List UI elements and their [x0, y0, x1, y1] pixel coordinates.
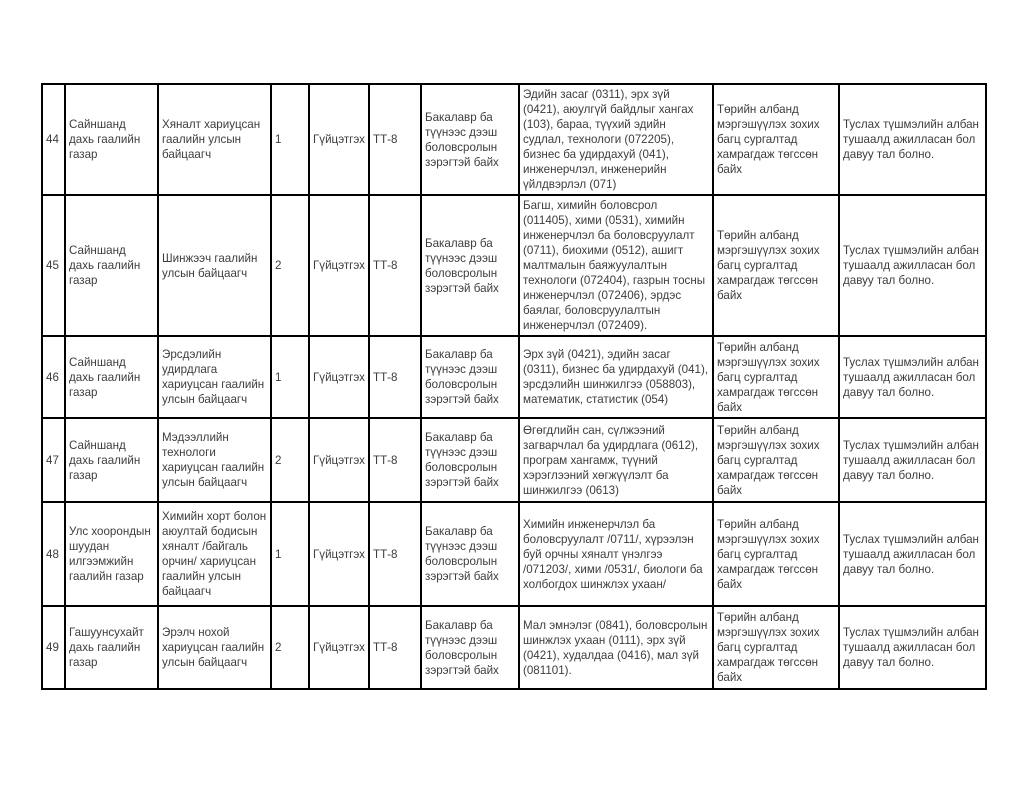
education-cell: Бакалавр ба түүнээс дээш боловсролын зэрэгтэй байх — [421, 195, 519, 336]
specialization-cell: Эдийн засаг (0311), эрх зүй (0421), аюулгүй байдлыг хангах (103), бараа, түүхий эдийн судлал, технологи (072205), бизнес ба удирдахуй (041), инженерчлэл, инженерийн үйлдвэрлэл (071) — [519, 84, 713, 195]
specialization-cell: Багш, химийн боловсрол (011405), хими (0531), химийн инженерчлэл ба боловсруулалт (0711), биохими (0512), ашигт малтмалын баяжуулалтын технологи (072404), газрын тосны инженерчлэл (072406), эрдэс баялаг, боловсруулалтын инженерчлэл (072409). — [519, 195, 713, 336]
table-row — [42, 84, 986, 195]
row-number-cell: 44 — [42, 84, 65, 195]
row-number-cell: 46 — [42, 336, 65, 418]
specialization-cell: Мал эмнэлэг (0841), боловсролын шинжлэх ухаан (0111), эрх зүй (0421), худалдаа (0416), мал зүй (081101). — [519, 606, 713, 689]
classification-cell: ТТ-8 — [369, 502, 421, 606]
table-row — [42, 195, 986, 336]
org-cell: Сайншанд дахь гаалийн газар — [65, 336, 158, 418]
training-cell: Төрийн албанд мэргэшүүлэх зохих багц сургалтад хамрагдаж төгссөн байх — [713, 418, 839, 502]
classification-cell: ТТ-8 — [369, 606, 421, 689]
specialization-cell: Химийн инженерчлэл ба боловсруулалт /0711/, хүрээлэн буй орчны хяналт үнэлгээ /071203/, хими /0531/, биологи ба холбогдох шинжлэх ухаан/ — [519, 502, 713, 606]
education-cell: Бакалавр ба түүнээс дээш боловсролын зэрэгтэй байх — [421, 606, 519, 689]
position-cell: Химийн хорт болон аюултай бодисын хяналт /байгаль орчин/ хариуцсан гаалийн улсын байцаагч — [158, 502, 271, 606]
org-cell: Сайншанд дахь гаалийн газар — [65, 84, 158, 195]
training-cell: Төрийн албанд мэргэшүүлэх зохих багц сургалтад хамрагдаж төгссөн байх — [713, 84, 839, 195]
position-cell: Хяналт хариуцсан гаалийн улсын байцаагч — [158, 84, 271, 195]
classification-cell: ТТ-8 — [369, 84, 421, 195]
position-cell: Шинжээч гаалийн улсын байцаагч — [158, 195, 271, 336]
preference-cell: Туслах түшмэлийн албан тушаалд ажилласан бол давуу тал болно. — [839, 336, 986, 418]
count-cell: 1 — [271, 84, 309, 195]
training-cell: Төрийн албанд мэргэшүүлэх зохих багц сургалтад хамрагдаж төгссөн байх — [713, 195, 839, 336]
employment-type-cell: Гүйцэтгэх — [309, 502, 369, 606]
count-cell: 1 — [271, 336, 309, 418]
employment-type-cell: Гүйцэтгэх — [309, 336, 369, 418]
employment-type-cell: Гүйцэтгэх — [309, 84, 369, 195]
row-number-cell: 49 — [42, 606, 65, 689]
preference-cell: Туслах түшмэлийн албан тушаалд ажилласан бол давуу тал болно. — [839, 84, 986, 195]
preference-cell: Туслах түшмэлийн албан тушаалд ажилласан бол давуу тал болно. — [839, 195, 986, 336]
education-cell: Бакалавр ба түүнээс дээш боловсролын зэрэгтэй байх — [421, 502, 519, 606]
count-cell: 2 — [271, 418, 309, 502]
position-cell: Мэдээллийн технологи хариуцсан гаалийн улсын байцаагч — [158, 418, 271, 502]
education-cell: Бакалавр ба түүнээс дээш боловсролын зэрэгтэй байх — [421, 336, 519, 418]
count-cell: 2 — [271, 606, 309, 689]
table-row — [42, 606, 986, 689]
training-cell: Төрийн албанд мэргэшүүлэх зохих багц сургалтад хамрагдаж төгссөн байх — [713, 502, 839, 606]
org-cell: Сайншанд дахь гаалийн газар — [65, 418, 158, 502]
row-number-cell: 47 — [42, 418, 65, 502]
position-cell: Эрсдэлийн удирдлага хариуцсан гаалийн улсын байцаагч — [158, 336, 271, 418]
preference-cell: Туслах түшмэлийн албан тушаалд ажилласан бол давуу тал болно. — [839, 502, 986, 606]
job-positions-table — [41, 83, 987, 690]
training-cell: Төрийн албанд мэргэшүүлэх зохих багц сургалтад хамрагдаж төгссөн байх — [713, 606, 839, 689]
count-cell: 2 — [271, 195, 309, 336]
position-cell: Эрэлч нохой хариуцсан гаалийн улсын байцаагч — [158, 606, 271, 689]
org-cell: Сайншанд дахь гаалийн газар — [65, 195, 158, 336]
org-cell: Улс хоорондын шуудан илгээмжийн гаалийн газар — [65, 502, 158, 606]
education-cell: Бакалавр ба түүнээс дээш боловсролын зэрэгтэй байх — [421, 84, 519, 195]
table-row — [42, 336, 986, 418]
preference-cell: Туслах түшмэлийн албан тушаалд ажилласан бол давуу тал болно. — [839, 418, 986, 502]
classification-cell: ТТ-8 — [369, 195, 421, 336]
employment-type-cell: Гүйцэтгэх — [309, 195, 369, 336]
table-row — [42, 502, 986, 606]
education-cell: Бакалавр ба түүнээс дээш боловсролын зэрэгтэй байх — [421, 418, 519, 502]
classification-cell: ТТ-8 — [369, 336, 421, 418]
table-row — [42, 418, 986, 502]
row-number-cell: 45 — [42, 195, 65, 336]
row-number-cell: 48 — [42, 502, 65, 606]
training-cell: Төрийн албанд мэргэшүүлэх зохих багц сургалтад хамрагдаж төгссөн байх — [713, 336, 839, 418]
org-cell: Гашуунсухайт дахь гаалийн газар — [65, 606, 158, 689]
count-cell: 1 — [271, 502, 309, 606]
classification-cell: ТТ-8 — [369, 418, 421, 502]
preference-cell: Туслах түшмэлийн албан тушаалд ажилласан бол давуу тал болно. — [839, 606, 986, 689]
specialization-cell: Эрх зүй (0421), эдийн засаг (0311), бизнес ба удирдахуй (041), эрсдэлийн шинжилгээ (058803), математик, статистик (054) — [519, 336, 713, 418]
specialization-cell: Өгөгдлийн сан, сүлжээний загварчлал ба удирдлага (0612), програм хангамж, түүний хэрэглээний хөгжүүлэлт ба шинжилгээ (0613) — [519, 418, 713, 502]
employment-type-cell: Гүйцэтгэх — [309, 418, 369, 502]
employment-type-cell: Гүйцэтгэх — [309, 606, 369, 689]
